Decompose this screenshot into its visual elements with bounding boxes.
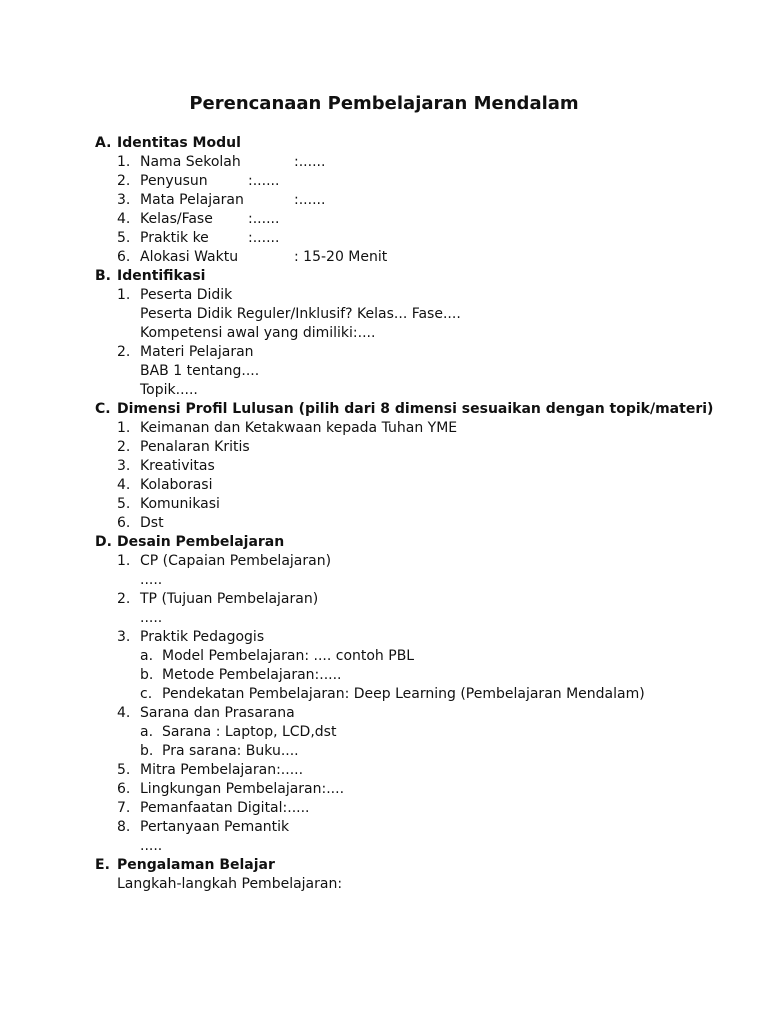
section-letter: A. bbox=[95, 135, 112, 151]
field-value: :...... bbox=[294, 154, 326, 170]
item-label: Pemanfaatan Digital:..... bbox=[140, 800, 310, 816]
list-item bbox=[117, 628, 735, 704]
item-number: 4. bbox=[117, 477, 131, 493]
item-detail: ..... bbox=[140, 610, 163, 626]
field-label: Nama Sekolah bbox=[140, 154, 241, 170]
list-item bbox=[117, 172, 735, 191]
section-dimensi-profil-lulusan bbox=[95, 400, 735, 533]
list-item bbox=[117, 761, 735, 780]
field-label: Penyusun bbox=[140, 173, 208, 189]
list-item bbox=[117, 229, 735, 248]
item-number: 6. bbox=[117, 781, 131, 797]
item-label: Keimanan dan Ketakwaan kepada Tuhan YME bbox=[140, 420, 458, 436]
list-item bbox=[117, 514, 735, 533]
sub-item bbox=[140, 647, 735, 666]
item-number: 4. bbox=[117, 705, 131, 721]
item-number: 5. bbox=[117, 230, 131, 246]
list-item bbox=[117, 590, 735, 628]
section-desain-pembelajaran bbox=[95, 533, 735, 856]
item-label: TP (Tujuan Pembelajaran) bbox=[140, 591, 319, 607]
field-value: :...... bbox=[248, 211, 280, 227]
section-letter: B. bbox=[95, 268, 111, 284]
section-pengalaman-belajar bbox=[95, 856, 735, 894]
sub-item bbox=[140, 742, 735, 761]
sub-item-letter: b. bbox=[140, 667, 154, 683]
sub-item-text: Metode Pembelajaran:..... bbox=[162, 667, 342, 683]
item-detail: Peserta Didik Reguler/Inklusif? Kelas... Fase.... bbox=[140, 306, 461, 322]
item-label: CP (Capaian Pembelajaran) bbox=[140, 553, 332, 569]
item-number: 1. bbox=[117, 553, 131, 569]
field-value: :...... bbox=[248, 230, 280, 246]
field-label: Kelas/Fase bbox=[140, 211, 213, 227]
list-item bbox=[117, 343, 735, 400]
section-identifikasi bbox=[95, 267, 735, 400]
sub-item-text: Pendekatan Pembelajaran: Deep Learning (Pembelajaran Mendalam) bbox=[162, 686, 645, 702]
item-detail: Topik..... bbox=[140, 382, 198, 398]
list-item bbox=[117, 191, 735, 210]
list-item bbox=[117, 457, 735, 476]
page-title: Perencanaan Pembelajaran Mendalam bbox=[189, 93, 579, 114]
sub-item-text: Model Pembelajaran: .... contoh PBL bbox=[162, 648, 415, 664]
field-value: : 15-20 Menit bbox=[294, 249, 388, 265]
section-text: Langkah-langkah Pembelajaran: bbox=[117, 876, 343, 892]
item-number: 3. bbox=[117, 458, 131, 474]
list-item bbox=[117, 552, 735, 590]
section-title: Pengalaman Belajar bbox=[117, 857, 275, 873]
sub-item bbox=[140, 723, 735, 742]
section-letter: E. bbox=[95, 857, 110, 873]
field-label: Alokasi Waktu bbox=[140, 249, 239, 265]
item-number: 6. bbox=[117, 515, 131, 531]
list-item bbox=[117, 704, 735, 761]
item-number: 5. bbox=[117, 762, 131, 778]
item-number: 2. bbox=[117, 173, 131, 189]
section-letter: D. bbox=[95, 534, 112, 550]
section-title: Identitas Modul bbox=[117, 135, 241, 151]
item-number: 2. bbox=[117, 344, 131, 360]
list-item bbox=[117, 780, 735, 799]
item-label: Dst bbox=[140, 515, 164, 531]
item-number: 2. bbox=[117, 591, 131, 607]
sub-item-text: Pra sarana: Buku.... bbox=[162, 743, 299, 759]
sub-item-letter: a. bbox=[140, 724, 154, 740]
section-identitas-modul bbox=[95, 134, 735, 267]
item-number: 3. bbox=[117, 629, 131, 645]
item-label: Peserta Didik bbox=[140, 287, 233, 303]
sub-item-letter: b. bbox=[140, 743, 154, 759]
field-value: :...... bbox=[248, 173, 280, 189]
list-item bbox=[117, 248, 735, 267]
sub-item-letter: c. bbox=[140, 686, 153, 702]
list-item bbox=[117, 438, 735, 457]
item-label: Penalaran Kritis bbox=[140, 439, 250, 455]
sub-item bbox=[140, 685, 735, 704]
sub-item-letter: a. bbox=[140, 648, 154, 664]
list-item bbox=[117, 210, 735, 229]
section-title: Desain Pembelajaran bbox=[117, 534, 285, 550]
section-title: Identifikasi bbox=[117, 268, 206, 284]
list-item bbox=[117, 153, 735, 172]
list-item bbox=[117, 799, 735, 818]
section-title: Dimensi Profil Lulusan (pilih dari 8 dimensi sesuaikan dengan topik/materi) bbox=[117, 401, 714, 417]
item-label: Komunikasi bbox=[140, 496, 220, 512]
document-body bbox=[95, 134, 735, 894]
item-label: Pertanyaan Pemantik bbox=[140, 819, 290, 835]
item-number: 6. bbox=[117, 249, 131, 265]
item-number: 7. bbox=[117, 800, 131, 816]
item-label: Sarana dan Prasarana bbox=[140, 705, 295, 721]
item-number: 1. bbox=[117, 287, 131, 303]
item-number: 4. bbox=[117, 211, 131, 227]
item-number: 5. bbox=[117, 496, 131, 512]
item-label: Kolaborasi bbox=[140, 477, 213, 493]
sub-item-text: Sarana : Laptop, LCD,dst bbox=[162, 724, 337, 740]
sub-item bbox=[140, 666, 735, 685]
item-number: 2. bbox=[117, 439, 131, 455]
list-item bbox=[117, 495, 735, 514]
field-value: :...... bbox=[294, 192, 326, 208]
item-number: 1. bbox=[117, 420, 131, 436]
item-detail: ..... bbox=[140, 572, 163, 588]
item-number: 1. bbox=[117, 154, 131, 170]
list-item bbox=[117, 818, 735, 856]
list-item bbox=[117, 286, 735, 343]
item-label: Lingkungan Pembelajaran:.... bbox=[140, 781, 345, 797]
item-label: Materi Pelajaran bbox=[140, 344, 254, 360]
list-item bbox=[117, 419, 735, 438]
item-number: 8. bbox=[117, 819, 131, 835]
item-label: Praktik Pedagogis bbox=[140, 629, 265, 645]
item-label: Mitra Pembelajaran:..... bbox=[140, 762, 304, 778]
item-detail: Kompetensi awal yang dimiliki:.... bbox=[140, 325, 376, 341]
item-detail: BAB 1 tentang.... bbox=[140, 363, 260, 379]
item-number: 3. bbox=[117, 192, 131, 208]
item-label: Kreativitas bbox=[140, 458, 215, 474]
field-label: Praktik ke bbox=[140, 230, 209, 246]
item-detail: ..... bbox=[140, 838, 163, 854]
section-letter: C. bbox=[95, 401, 111, 417]
list-item bbox=[117, 476, 735, 495]
field-label: Mata Pelajaran bbox=[140, 192, 244, 208]
